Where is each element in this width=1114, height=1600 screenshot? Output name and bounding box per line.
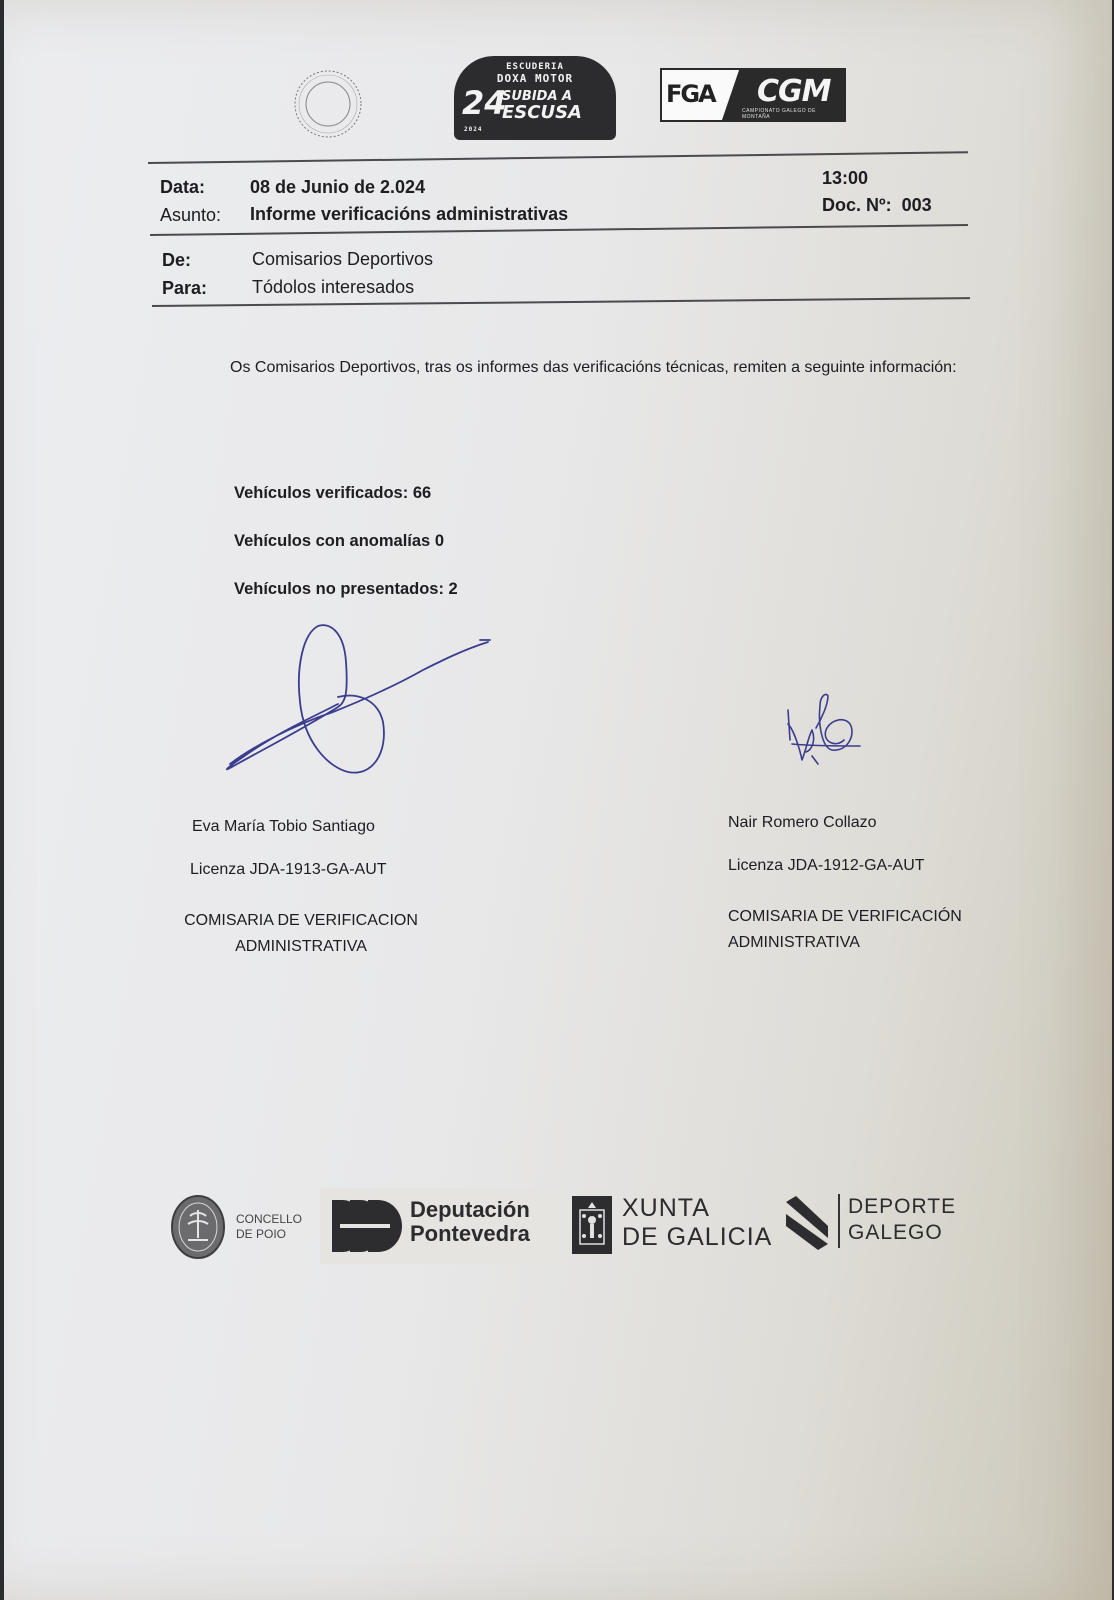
concello-line2: DE POIO	[236, 1227, 287, 1241]
xunta-shield-icon	[572, 1196, 612, 1254]
rally-logo-title	[502, 90, 582, 122]
deputacion-text	[410, 1198, 530, 1246]
header-rule-middle	[150, 224, 968, 235]
doc-label: Doc. Nº:	[822, 195, 892, 215]
right-role-line1: COMISARIA DE VERIFICACIÓN	[728, 908, 962, 925]
intro-paragraph: Os Comisarios Deportivos, tras os informes das verificacións técnicas, remiten a seguinte información:	[230, 359, 957, 376]
data-label: Data:	[160, 177, 206, 197]
stat-verified: Vehículos verificados: 66	[234, 484, 432, 502]
cgm-logo-text: CGM	[757, 74, 831, 109]
fga-cgm-logo	[660, 68, 846, 122]
deporte-divider	[838, 1194, 840, 1248]
data-value: 08 de Junio de 2.024	[250, 177, 426, 197]
poio-crest-icon	[170, 1194, 226, 1260]
rally-logo-brand: DOXA MOTOR	[496, 72, 574, 85]
de-label: De:	[162, 250, 192, 270]
document-page	[4, 0, 1112, 1600]
rally-logo-top: ESCUDERIA	[506, 62, 564, 72]
deporte-line2: GALEGO	[848, 1221, 943, 1244]
concello-line1: CONCELLO	[236, 1212, 303, 1226]
signature-right	[782, 690, 872, 774]
left-role-line2: ADMINISTRATIVA	[235, 938, 367, 955]
doc-value: 003	[901, 195, 932, 215]
right-signer-role	[728, 904, 962, 956]
fga-logo-text: FGA	[666, 80, 715, 108]
rally-logo-line2: ESCUSA	[502, 102, 582, 123]
xunta-line1: XUNTA	[622, 1194, 710, 1222]
deputacion-line1: Deputación	[410, 1197, 530, 1222]
stat-anomalies: Vehículos con anomalías 0	[234, 532, 444, 550]
de-value: Comisarios Deportivos	[252, 249, 434, 269]
para-value: Tódolos interesados	[252, 277, 415, 297]
asunto-label: Asunto:	[160, 205, 222, 225]
time-value: 13:00	[822, 168, 869, 188]
xunta-text	[622, 1194, 772, 1252]
circle-seal-logo	[292, 68, 364, 140]
rally-logo-line1: SUBIDA A	[502, 89, 573, 104]
header-rule-top	[148, 151, 968, 163]
left-signer-name: Eva María Tobio Santiago	[192, 818, 375, 835]
signature-left	[218, 622, 498, 782]
stat-not-presented: Vehículos no presentados: 2	[234, 580, 458, 598]
right-role-line2: ADMINISTRATIVA	[728, 934, 860, 951]
deporte-text	[848, 1194, 956, 1246]
rally-logo-year: 2024	[464, 126, 483, 133]
deporte-galego-mark-icon	[786, 1196, 828, 1250]
deputacion-mark-icon	[330, 1196, 404, 1258]
subida-escusa-logo	[454, 56, 616, 140]
asunto-value: Informe verificacións administrativas	[250, 204, 569, 224]
deputacion-line2: Pontevedra	[410, 1221, 530, 1246]
right-signer-license: Licenza JDA-1912-GA-AUT	[728, 857, 925, 874]
left-signer-license: Licenza JDA-1913-GA-AUT	[190, 861, 387, 878]
cgm-logo-subtitle: CAMPIONATO GALEGO DE MONTAÑA	[742, 108, 816, 120]
header-rule-bottom	[152, 297, 970, 306]
deporte-line1: DEPORTE	[848, 1195, 957, 1218]
right-signer-name: Nair Romero Collazo	[728, 814, 877, 831]
deputacion-pontevedra-logo	[320, 1188, 564, 1264]
xunta-line2: DE GALICIA	[622, 1223, 773, 1251]
para-label-text: Para:	[162, 278, 208, 298]
para-label	[162, 278, 207, 299]
left-signer-role	[176, 908, 426, 960]
concello-text	[236, 1212, 302, 1242]
doc-number	[822, 195, 932, 216]
rally-logo-number: 24	[462, 84, 507, 122]
left-role-line1: COMISARIA DE VERIFICACION	[184, 912, 418, 929]
